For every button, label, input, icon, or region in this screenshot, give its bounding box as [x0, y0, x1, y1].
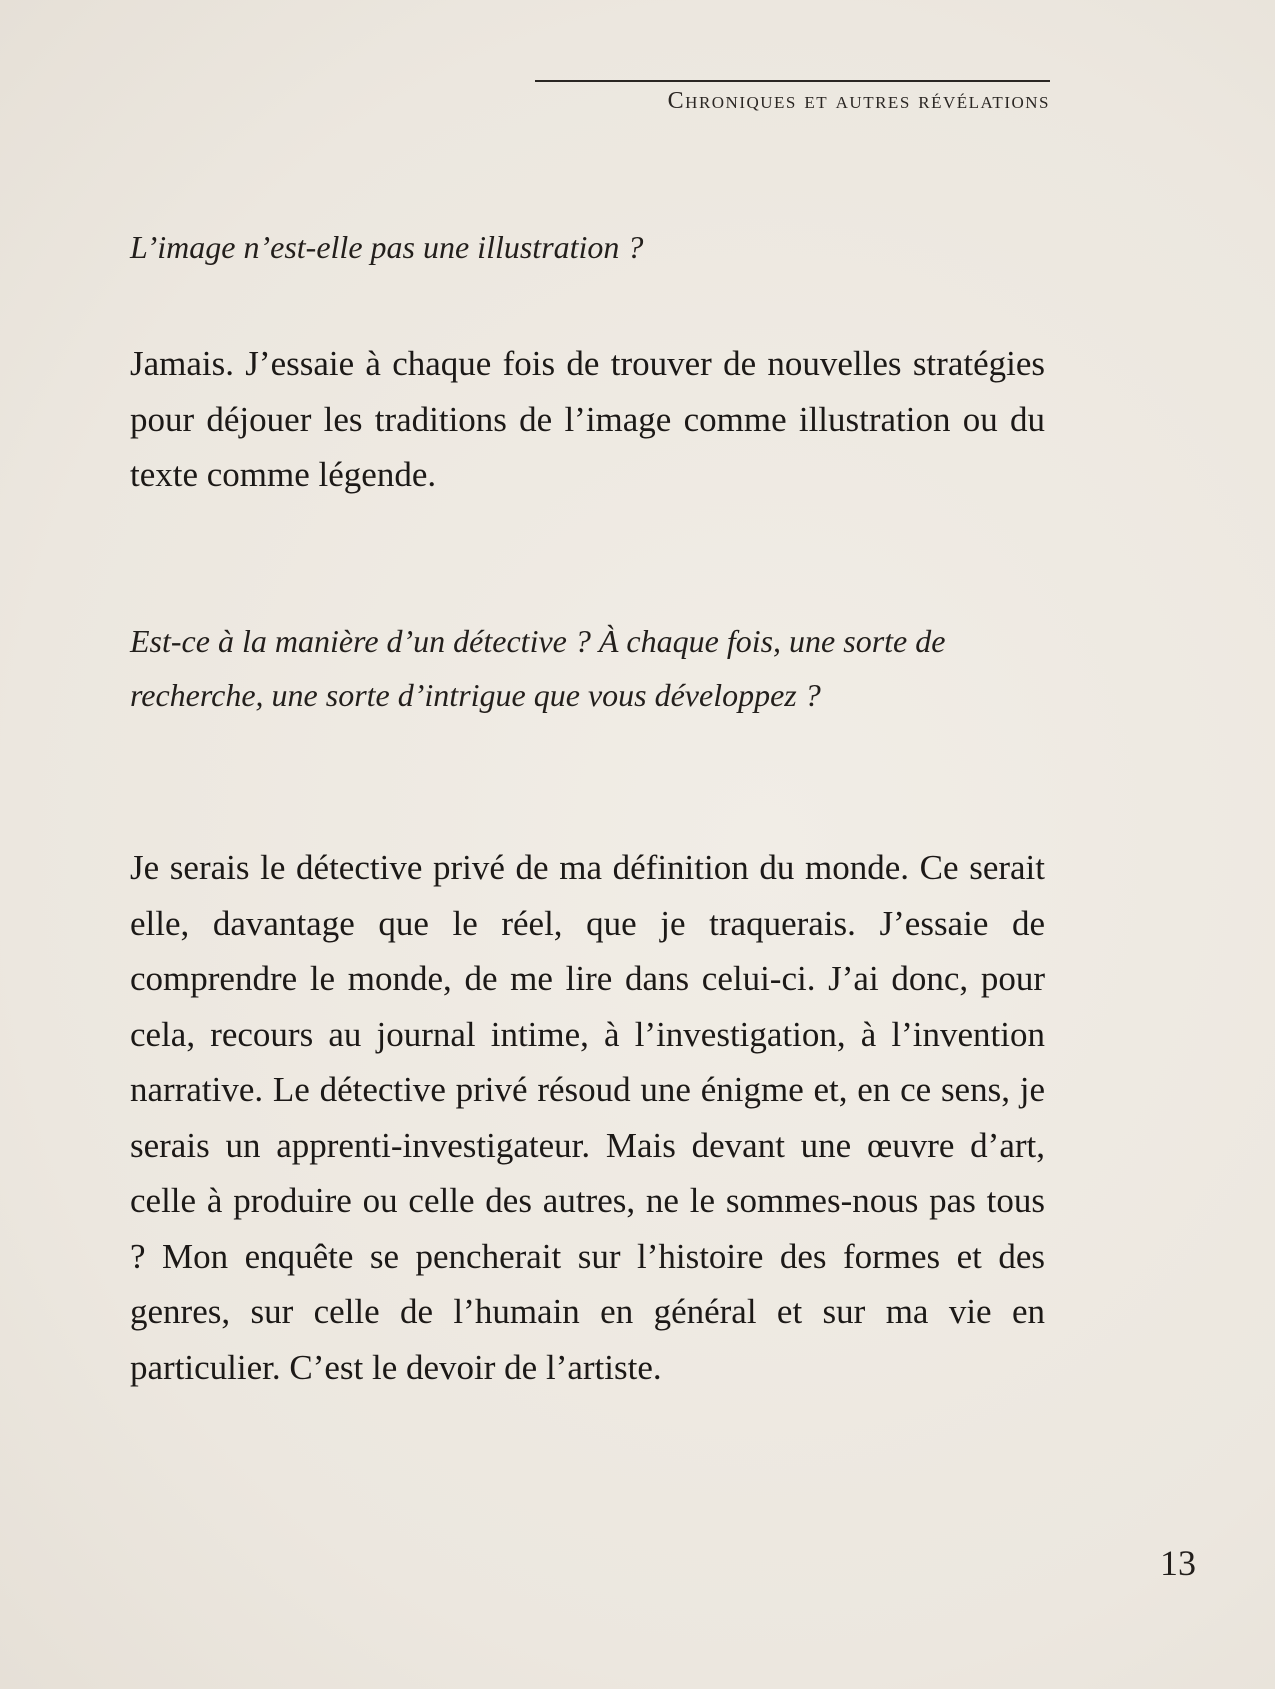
interview-question-2: Est-ce à la manière d’un détective ? À chaque fois, une sorte de recherche, une sorte d’intrigue que vous développez ?: [130, 623, 946, 713]
interview-answer-1: Jamais. J’essaie à chaque fois de trouver de nouvelles stratégies pour déjouer les traditions de l’image comme illustration ou du texte comme légende.: [130, 344, 1045, 494]
interview-question-1: L’image n’est-elle pas une illustration ?: [130, 229, 644, 265]
page-number: 13: [1160, 1543, 1196, 1583]
running-header: Chroniques et autres révélations: [535, 80, 1050, 115]
interview-answer-2: Je serais le détective privé de ma définition du monde. Ce serait elle, davantage que le réel, que je traquerais. J’essaie de comprendre le monde, de me lire dans celui-ci. J’ai donc, pour cela, recours au journal intime, à l’investigation, à l’invention narrative. Le détective privé résoud une énigme et, en ce sens, je serais un apprenti-investigateur. Mais devant une œuvre d’art, celle à produire ou celle des autres, ne le sommes-nous pas tous ? Mon enquête se pencherait sur l’histoire des formes et des genres, sur celle de l’humain en général et sur ma vie en particulier. C’est le devoir de l’artiste.: [130, 848, 1045, 1387]
